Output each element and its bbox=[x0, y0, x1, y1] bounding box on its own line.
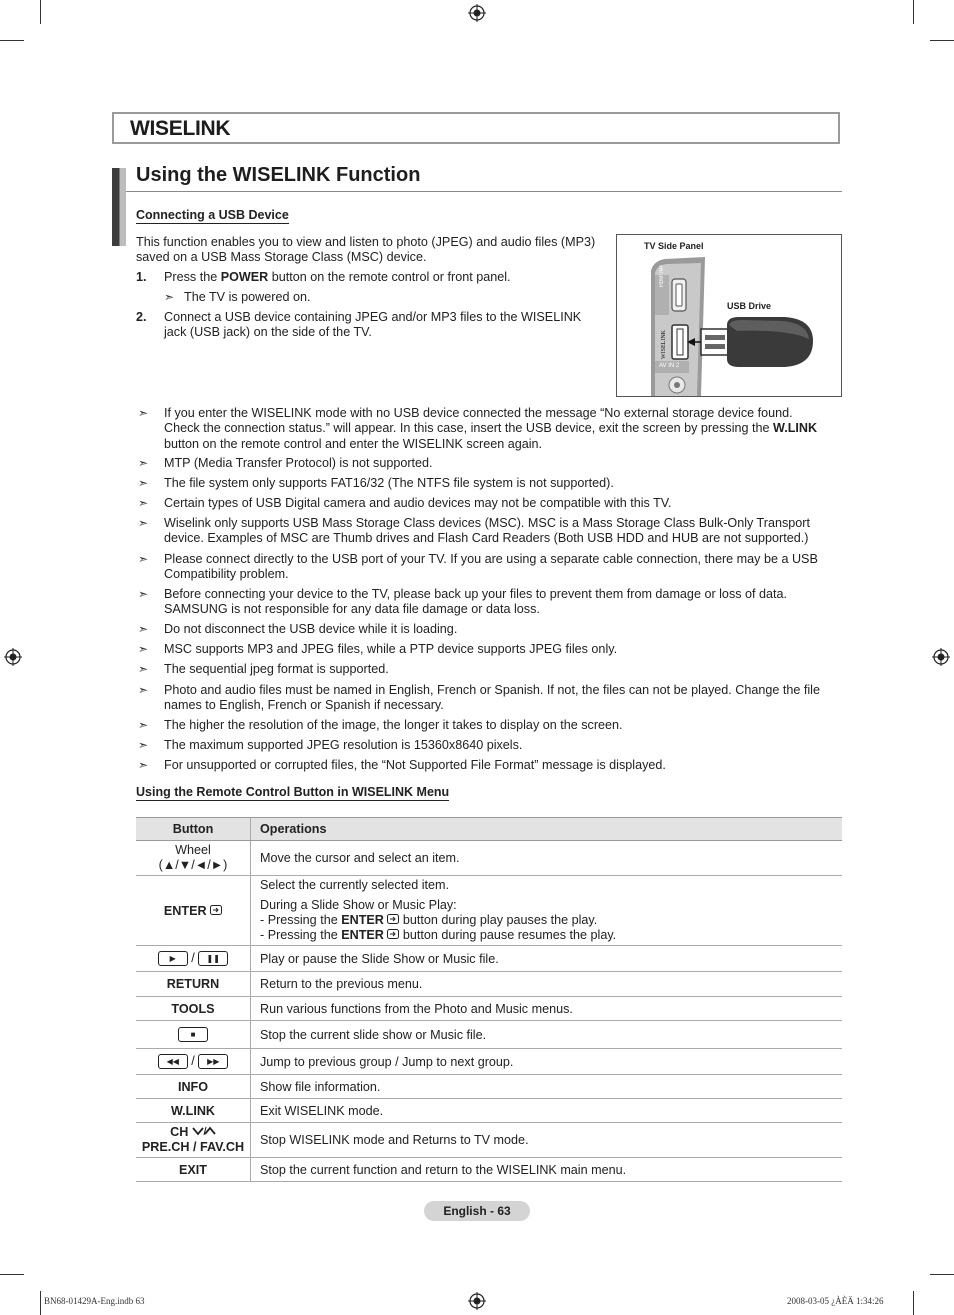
note-line: button on the remote control and enter the WISELINK screen again. bbox=[164, 436, 543, 451]
note-arrow-icon: ➣ bbox=[138, 758, 149, 772]
channel-up-down-icon bbox=[192, 1126, 216, 1136]
figure-label: USB Drive bbox=[727, 301, 772, 311]
note-arrow-icon: ➣ bbox=[138, 718, 149, 732]
step-1-post: button on the remote control or front panel. bbox=[268, 270, 511, 284]
button-label: PRE.CH / FAV.CH bbox=[141, 1140, 245, 1154]
note-arrow-icon: ➣ bbox=[138, 552, 149, 566]
button-cell: W.LINK bbox=[136, 1099, 251, 1123]
crop-mark bbox=[40, 1291, 41, 1315]
pause-button-icon: ❚❚ bbox=[198, 951, 228, 966]
step-1-note: The TV is powered on. bbox=[184, 290, 311, 304]
column-header: Button bbox=[136, 818, 251, 841]
registration-mark-icon bbox=[4, 648, 22, 666]
button-cell: INFO bbox=[136, 1075, 251, 1099]
section-header bbox=[112, 112, 840, 144]
crop-mark bbox=[913, 0, 914, 24]
operation-cell: Move the cursor and select an item. bbox=[251, 841, 843, 876]
operation-bold: ENTER bbox=[341, 928, 384, 942]
operation-line bbox=[260, 913, 842, 928]
note-arrow-icon: ➣ bbox=[138, 456, 149, 470]
fast-forward-button-icon: ▶▶ bbox=[198, 1054, 228, 1069]
button-cell: EXIT bbox=[136, 1158, 251, 1182]
operation-cell: Stop WISELINK mode and Returns to TV mode. bbox=[251, 1123, 843, 1158]
registration-mark-icon bbox=[932, 648, 950, 666]
step-number: 1. bbox=[136, 270, 147, 284]
note-arrow-icon: ➣ bbox=[164, 290, 175, 304]
note-arrow-icon: ➣ bbox=[138, 642, 149, 656]
intro-line: This function enables you to view and listen to photo (JPEG) and audio files (MP3) bbox=[136, 235, 596, 249]
button-cell bbox=[136, 841, 251, 876]
intro-line: saved on a USB Mass Storage Class (MSC) device. bbox=[136, 250, 427, 264]
title-accent-bar bbox=[112, 168, 126, 246]
button-cell: RETURN bbox=[136, 972, 251, 997]
operation-line: During a Slide Show or Music Play: bbox=[260, 898, 457, 912]
button-label: (▲/▼/◄/►) bbox=[158, 858, 228, 872]
note-line: If you enter the WISELINK mode with no USB device connected the message “No external storage device found. bbox=[164, 406, 793, 420]
note-arrow-icon: ➣ bbox=[138, 406, 149, 420]
column-header: Operations bbox=[251, 818, 843, 841]
operation-text: - Pressing the bbox=[260, 913, 342, 927]
note-arrow-icon: ➣ bbox=[138, 496, 149, 510]
enter-icon bbox=[387, 914, 399, 924]
table-row bbox=[136, 1123, 842, 1158]
usb-connection-illustration bbox=[617, 235, 841, 396]
note-line: device. Examples of MSC are Thumb drives and Flash Card Readers (Both USB HDD and HUB are not supported.) bbox=[164, 531, 809, 546]
operation-cell: Show file information. bbox=[251, 1075, 843, 1099]
tv-side-panel-figure bbox=[616, 234, 842, 397]
note-line-part: Check the connection status.” will appear. In this case, insert the USB device, exit the screen by pressing the bbox=[164, 421, 774, 436]
operation-bold: ENTER bbox=[341, 913, 384, 927]
button-label: ENTER bbox=[163, 903, 207, 918]
table-row bbox=[136, 972, 842, 997]
note-line: MTP (Media Transfer Protocol) is not supported. bbox=[164, 456, 433, 470]
note-line: Wiselink only supports USB Mass Storage Class devices (MSC). MSC is a Mass Storage Class Bulk-Only Transport bbox=[164, 516, 810, 530]
operation-cell: Run various functions from the Photo and Music menus. bbox=[251, 997, 843, 1021]
divider bbox=[126, 191, 842, 192]
table-header-row bbox=[136, 818, 842, 841]
hdmi-port-label: HDMI IN4 bbox=[659, 265, 665, 287]
operation-cell: Play or pause the Slide Show or Music file. bbox=[251, 946, 843, 972]
operation-text: button during play pauses the play. bbox=[399, 913, 598, 927]
note-arrow-icon: ➣ bbox=[138, 738, 149, 752]
note-line: The sequential jpeg format is supported. bbox=[164, 662, 389, 676]
operation-cell: Stop the current function and return to the WISELINK main menu. bbox=[251, 1158, 843, 1182]
button-cell: TOOLS bbox=[136, 997, 251, 1021]
operation-cell: Stop the current slide show or Music file. bbox=[251, 1021, 843, 1049]
crop-mark bbox=[930, 40, 954, 41]
button-cell bbox=[136, 1049, 251, 1075]
enter-icon bbox=[210, 905, 222, 915]
operation-cell: Exit WISELINK mode. bbox=[251, 1099, 843, 1123]
note-line: SAMSUNG is not responsible for any data file damage or data loss. bbox=[164, 602, 540, 617]
page-title: Using the WISELINK Function bbox=[136, 164, 421, 186]
table-row bbox=[136, 1158, 842, 1182]
play-button-icon: ▶ bbox=[158, 951, 188, 966]
step-number: 2. bbox=[136, 310, 147, 324]
operation-cell: Jump to previous group / Jump to next group. bbox=[251, 1049, 843, 1075]
separator: / bbox=[191, 1053, 195, 1068]
operation-cell bbox=[251, 876, 843, 946]
crop-mark bbox=[0, 40, 24, 41]
note-arrow-icon: ➣ bbox=[138, 622, 149, 636]
note-line: Certain types of USB Digital camera and audio devices may not be compatible with this TV. bbox=[164, 496, 672, 510]
note-line: For unsupported or corrupted files, the “Not Supported File Format” message is displayed. bbox=[164, 758, 666, 772]
enter-icon bbox=[387, 929, 399, 939]
registration-mark-icon bbox=[468, 4, 486, 22]
figure-label: TV Side Panel bbox=[644, 241, 704, 251]
note-line: The higher the resolution of the image, the longer it takes to display on the screen. bbox=[164, 718, 623, 732]
table-row bbox=[136, 1099, 842, 1123]
crop-mark bbox=[40, 0, 41, 24]
button-cell bbox=[136, 876, 251, 946]
button-cell bbox=[136, 946, 251, 972]
crop-mark bbox=[0, 1274, 24, 1275]
table-row bbox=[136, 876, 842, 946]
avin-port-label: AV IN 2 bbox=[659, 363, 680, 369]
section-header-text: WISELINK bbox=[130, 117, 231, 140]
crop-mark bbox=[913, 1291, 914, 1315]
registration-mark-icon bbox=[468, 1292, 486, 1310]
table-row bbox=[136, 841, 842, 876]
note-arrow-icon: ➣ bbox=[138, 587, 149, 601]
step-2-text: jack (USB jack) on the side of the TV. bbox=[164, 325, 372, 339]
operation-text: - Pressing the bbox=[260, 928, 342, 942]
step-1-pre: Press the bbox=[164, 270, 221, 284]
page-number-badge: English - 63 bbox=[424, 1201, 530, 1221]
note-line bbox=[164, 421, 844, 436]
step-2-text: Connect a USB device containing JPEG and/or MP3 files to the WISELINK bbox=[164, 310, 582, 324]
note-line: Please connect directly to the USB port of your TV. If you are using a separate cable connection, there may be a USB bbox=[164, 552, 818, 566]
note-line: Before connecting your device to the TV, please back up your files to prevent them from damage or loss of data. bbox=[164, 587, 788, 601]
step-1-bold: POWER bbox=[220, 270, 269, 284]
step-1-text bbox=[164, 270, 511, 285]
note-line: Compatibility problem. bbox=[164, 567, 289, 582]
remote-button-table bbox=[136, 817, 842, 1182]
note-line: MSC supports MP3 and JPEG files, while a PTP device supports JPEG files only. bbox=[164, 642, 618, 656]
button-label: Wheel bbox=[175, 843, 211, 857]
connecting-heading: Connecting a USB Device bbox=[136, 208, 289, 222]
note-line-bold: W.LINK bbox=[773, 421, 818, 436]
operation-cell: Return to the previous menu. bbox=[251, 972, 843, 997]
print-slug-left: BN68-01429A-Eng.indb 63 bbox=[44, 1296, 145, 1306]
table-row bbox=[136, 1021, 842, 1049]
table-row bbox=[136, 1075, 842, 1099]
print-slug-right: 2008-03-05 ¿ÀÈÄ 1:34:26 bbox=[787, 1296, 884, 1306]
table-row bbox=[136, 946, 842, 972]
separator: / bbox=[191, 950, 195, 965]
note-line: Do not disconnect the USB device while it is loading. bbox=[164, 622, 458, 636]
remote-heading: Using the Remote Control Button in WISELINK Menu bbox=[136, 785, 450, 799]
crop-mark bbox=[930, 1274, 954, 1275]
button-cell bbox=[136, 1123, 251, 1158]
button-label: CH bbox=[170, 1125, 189, 1139]
note-arrow-icon: ➣ bbox=[138, 662, 149, 676]
note-line: The file system only supports FAT16/32 (The NTFS file system is not supported). bbox=[164, 476, 614, 490]
operation-text: button during pause resumes the play. bbox=[399, 928, 617, 942]
note-line: Photo and audio files must be named in English, French or Spanish. If not, the files can not be played. Change the file bbox=[164, 683, 820, 697]
note-arrow-icon: ➣ bbox=[138, 476, 149, 490]
button-cell bbox=[136, 1021, 251, 1049]
note-arrow-icon: ➣ bbox=[138, 683, 149, 697]
table-row bbox=[136, 997, 842, 1021]
note-line: names to English, French or Spanish if necessary. bbox=[164, 698, 444, 713]
table-row bbox=[136, 1049, 842, 1075]
note-line: The maximum supported JPEG resolution is 15360x8640 pixels. bbox=[164, 738, 523, 752]
stop-button-icon: ■ bbox=[178, 1027, 208, 1042]
note-arrow-icon: ➣ bbox=[138, 516, 149, 530]
wiselink-port-label: WISELINK bbox=[661, 330, 667, 359]
operation-line: Select the currently selected item. bbox=[260, 878, 449, 892]
rewind-button-icon: ◀◀ bbox=[158, 1054, 188, 1069]
operation-line bbox=[260, 928, 842, 943]
